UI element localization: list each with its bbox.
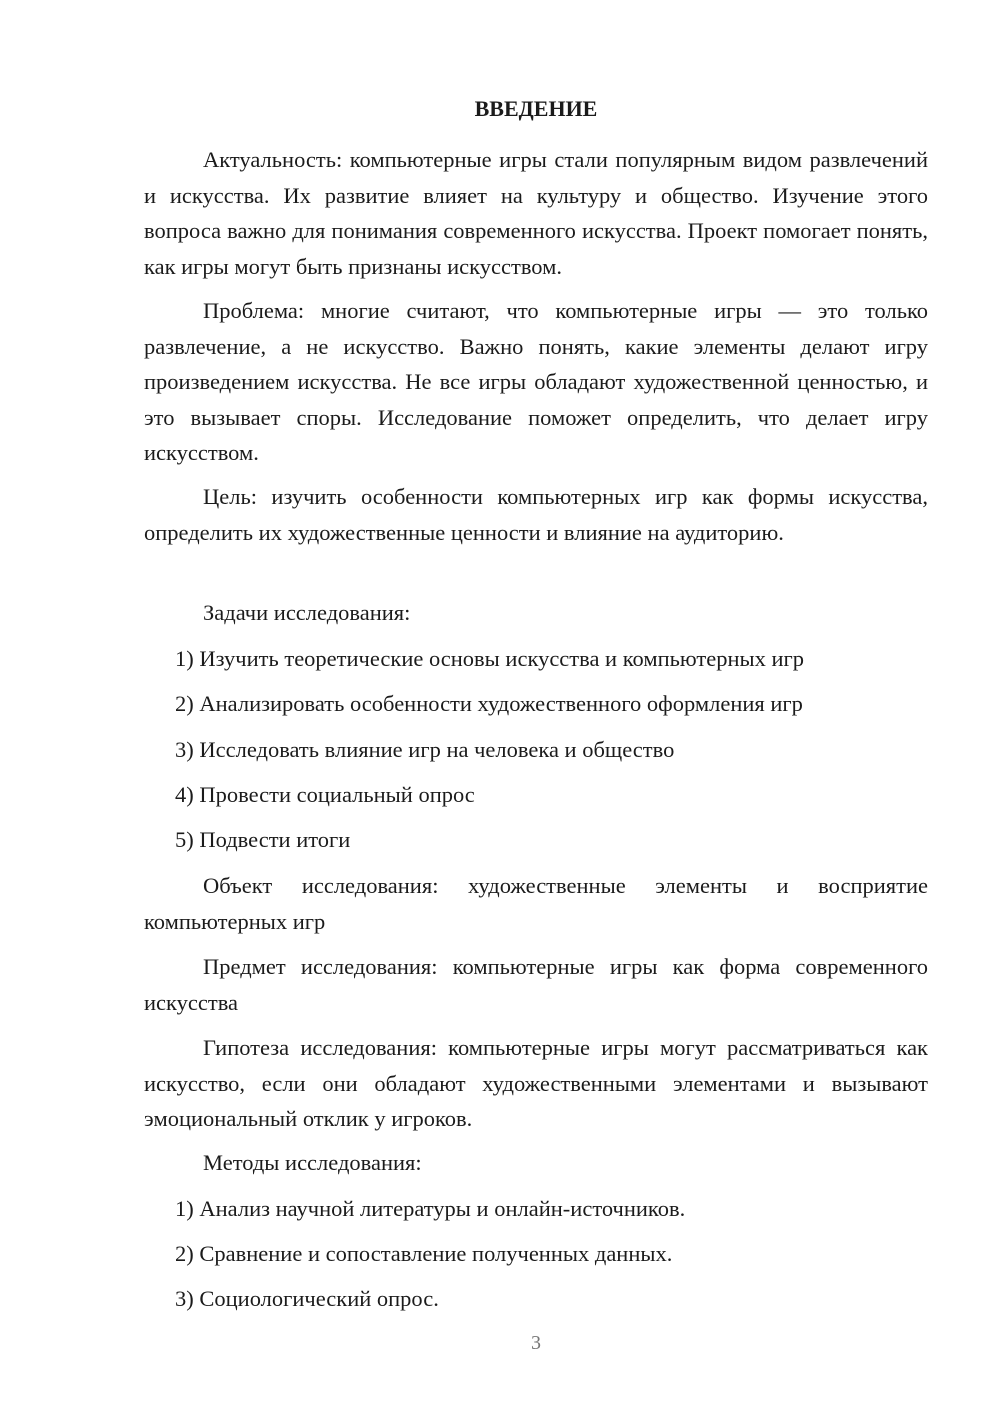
tasks-list (144, 686, 928, 722)
tasks-list (144, 732, 928, 768)
tasks-list (144, 822, 928, 858)
object-paragraph: Объект исследования: художественные элементы и восприятие компьютерных игр (144, 873, 928, 934)
subject-paragraph-block (144, 949, 928, 1020)
tasks-heading: Задачи исследования: (203, 600, 411, 625)
goal-paragraph-block (144, 479, 928, 550)
subject-paragraph: Предмет исследования: компьютерные игры как форма современного искусства (144, 954, 928, 1015)
method-item: 2) Сравнение и сопоставление полученных данных. (175, 1241, 673, 1266)
relevance-paragraph-block (144, 142, 928, 284)
hypothesis-paragraph-block (144, 1030, 928, 1137)
tasks-list (144, 641, 928, 677)
methods-list (144, 1236, 928, 1272)
hypothesis-paragraph: Гипотеза исследования: компьютерные игры могут рассматриваться как искусство, если они обладают художественными элементами и вызывают эмоциональный отклик у игроков. (144, 1035, 928, 1131)
problem-paragraph: Проблема: многие считают, что компьютерные игры — это только развлечение, а не искусство. Важно понять, какие элементы делают игру произведением искусства. Не все игры обладают художественной ценностью, и это вызывает споры. Исследование поможет определить, что делает игру искусством. (144, 298, 928, 465)
methods-heading: Методы исследования: (203, 1150, 422, 1175)
goal-paragraph: Цель: изучить особенности компьютерных игр как формы искусства, определить их художественные ценности и влияние на аудиторию. (144, 484, 928, 545)
tasks-heading-block (144, 595, 928, 631)
task-item: 2) Анализировать особенности художественного оформления игр (175, 691, 803, 716)
task-item: 3) Исследовать влияние игр на человека и общество (175, 737, 675, 762)
relevance-paragraph: Актуальность: компьютерные игры стали популярным видом развлечений и искусства. Их развитие влияет на культуру и общество. Изучение этого вопроса важно для понимания современного искусства. Проект помогает понять, как игры могут быть признаны искусством. (144, 147, 928, 279)
methods-list (144, 1191, 928, 1227)
task-item: 5) Подвести итоги (175, 827, 351, 852)
methods-list (144, 1281, 928, 1317)
task-item: 4) Провести социальный опрос (175, 782, 475, 807)
section-heading: ВВЕДЕНИЕ (474, 96, 598, 121)
method-item: 1) Анализ научной литературы и онлайн-источников. (175, 1196, 686, 1221)
methods-heading-block (144, 1145, 928, 1181)
problem-paragraph-block (144, 293, 928, 471)
task-item: 1) Изучить теоретические основы искусства и компьютерных игр (175, 646, 805, 671)
tasks-list (144, 777, 928, 813)
page-number: 3 (531, 1332, 541, 1354)
object-paragraph-block (144, 868, 928, 939)
method-item: 3) Социологический опрос. (175, 1286, 439, 1311)
